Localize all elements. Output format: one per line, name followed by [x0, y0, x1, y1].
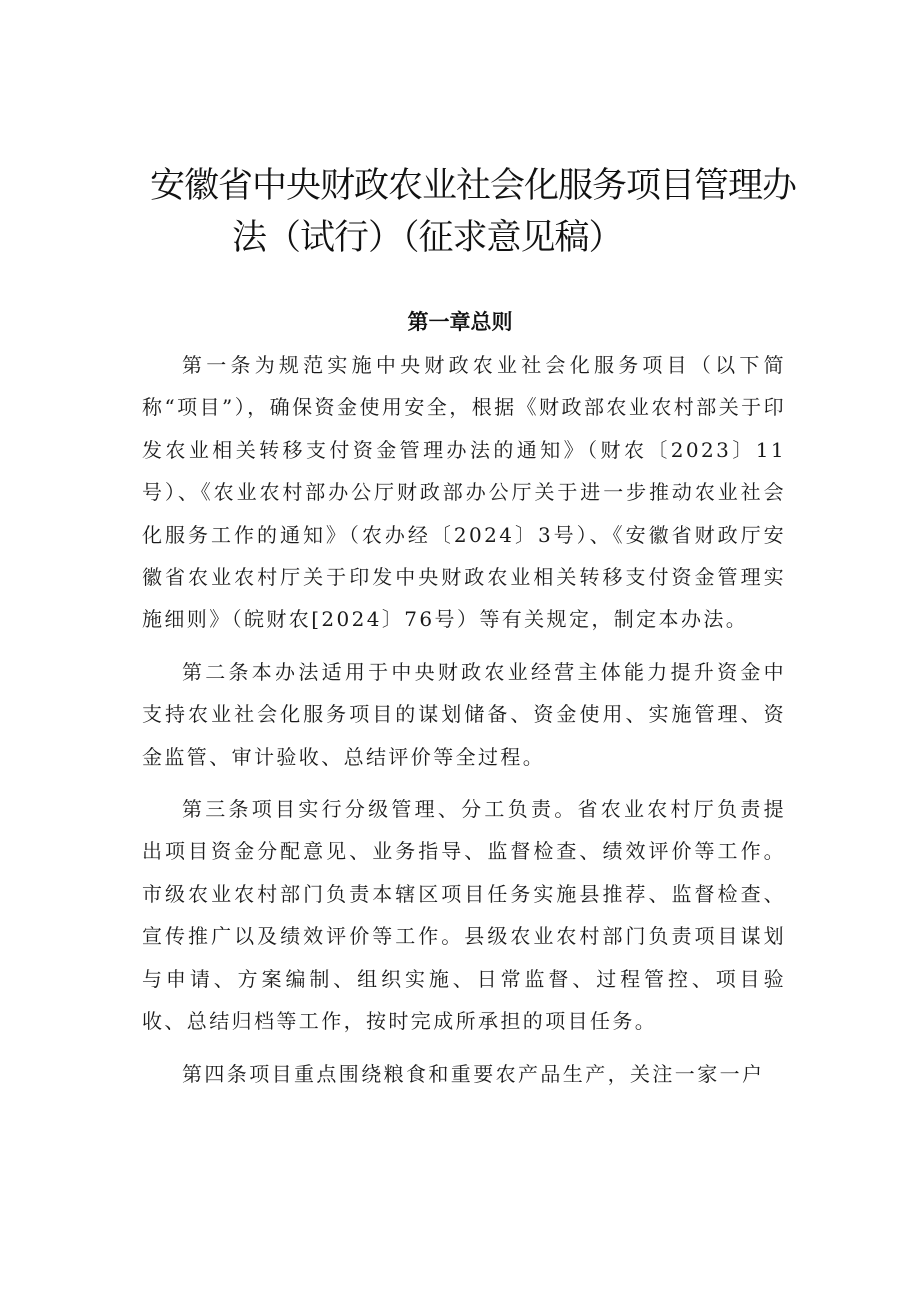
title-line-2: 法（试行）（征求意见稿）	[232, 218, 623, 258]
document-body	[142, 344, 786, 1105]
article-3: 第三条项目实行分级管理、分工负责。省农业农村厅负责提出项目资金分配意见、业务指导、监督检查、绩效评价等工作。市级农业农村部门负责本辖区项目任务实施县推荐、监督检查、宣传推广以及绩效评价等工作。县级农业农村部门负责项目谋划与申请、方案编制、组织实施、日常监督、过程管控、项目验收、总结归档等工作，按时完成所承担的项目任务。	[142, 797, 786, 1034]
article-2: 第二条本办法适用于中央财政农业经营主体能力提升资金中支持农业社会化服务项目的谋划储备、资金使用、实施管理、资金监管、审计验收、总结评价等全过程。	[142, 659, 786, 769]
chapter-heading: 第一章总则	[407, 310, 513, 334]
document-title	[150, 160, 810, 264]
article-1: 第一条为规范实施中央财政农业社会化服务项目（以下简称“项目”），确保资金使用安全，根据《财政部农业农村部关于印发农业相关转移支付资金管理办法的通知》（财农〔2023〕11号）、《农业农村部办公厅财政部办公厅关于进一步推动农业社会化服务工作的通知》（农办经〔2024〕3号）、《安徽省财政厅安徽省农业农村厅关于印发中央财政农业相关转移支付资金管理实施细则》（皖财农[2024〕76号）等有关规定，制定本办法。	[142, 353, 786, 632]
article-4: 第四条项目重点围绕粮食和重要农产品生产，关注一家一户	[182, 1061, 765, 1086]
title-line-1: 安徽省中央财政农业社会化服务项目管理办	[150, 166, 797, 206]
